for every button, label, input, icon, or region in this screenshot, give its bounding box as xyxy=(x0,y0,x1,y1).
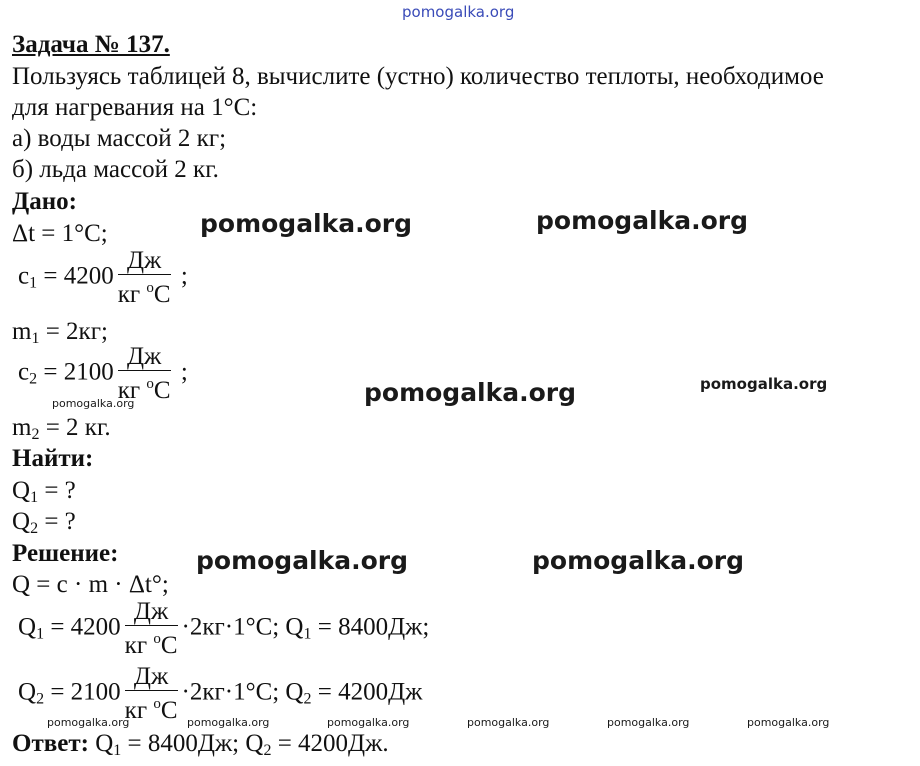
given-c2: $c_2 = 2100$ $\frac{Дж}{кг ^oC}$ ; xyxy=(18,343,188,404)
watermark: pomogalka.org xyxy=(747,716,830,729)
watermark: pomogalka.org xyxy=(607,716,690,729)
watermark-top: pomogalka.org xyxy=(402,3,515,21)
unit-fraction: $\frac{Дж}{кг ^oC}$ xyxy=(124,663,178,724)
find-heading: Найти: xyxy=(12,445,94,472)
solution-heading: Решение: xyxy=(12,540,119,567)
given-m1: $m_1 = 2кг$; xyxy=(12,318,108,347)
answer-line: Ответ: $Q_1 = 8400Дж$; $Q_2 = 4200Дж$. xyxy=(12,730,389,759)
watermark: pomogalka.org xyxy=(47,716,130,729)
watermark: pomogalka.org xyxy=(196,546,409,575)
watermark: pomogalka.org xyxy=(467,716,550,729)
solution-formula: Q = c · m · Δt°; xyxy=(12,571,169,598)
unit-fraction: $\frac{Дж}{кг ^oC}$ xyxy=(117,343,171,404)
watermark: pomogalka.org xyxy=(52,397,135,410)
problem-item-a: а) воды массой 2 кг; xyxy=(12,125,227,152)
unit-fraction: $\frac{Дж}{кг ^oC}$ xyxy=(117,247,171,308)
given-dt: Δt = 1°С; xyxy=(12,220,108,247)
watermark: pomogalka.org xyxy=(532,546,745,575)
unit-fraction: $\frac{Дж}{кг ^oC}$ xyxy=(124,598,178,659)
given-c1: $c_1 = 4200$ $\frac{Дж}{кг ^oC}$ ; xyxy=(18,247,188,308)
problem-item-b: б) льда массой 2 кг. xyxy=(12,156,219,183)
given-m2: $m_2 = 2$ кг. xyxy=(12,414,111,443)
watermark: pomogalka.org xyxy=(187,716,270,729)
problem-title: Задача № 137. xyxy=(12,31,170,58)
solution-q1: $Q_1 = 4200$ $\frac{Дж}{кг ^oC}$ ·2кг·1°С; $Q_1 = 8400Дж$; xyxy=(18,598,430,659)
solution-q2: $Q_2 = 2100$ $\frac{Дж}{кг ^oC}$ ·2кг·1°С; $Q_2 = 4200Дж$ xyxy=(18,663,423,724)
watermark: pomogalka.org xyxy=(536,206,749,235)
find-q1: $Q_1$ = ? xyxy=(12,477,76,506)
problem-line-1: Пользуясь таблицей 8, вычислите (устно) количество теплоты, необходимое xyxy=(12,63,824,90)
watermark: pomogalka.org xyxy=(700,375,828,393)
find-q2: $Q_2$ = ? xyxy=(12,508,76,537)
watermark: pomogalka.org xyxy=(364,378,577,407)
watermark: pomogalka.org xyxy=(327,716,410,729)
given-heading: Дано: xyxy=(12,188,77,215)
watermark: pomogalka.org xyxy=(200,209,413,238)
problem-line-2: для нагревания на 1°С: xyxy=(12,94,258,121)
